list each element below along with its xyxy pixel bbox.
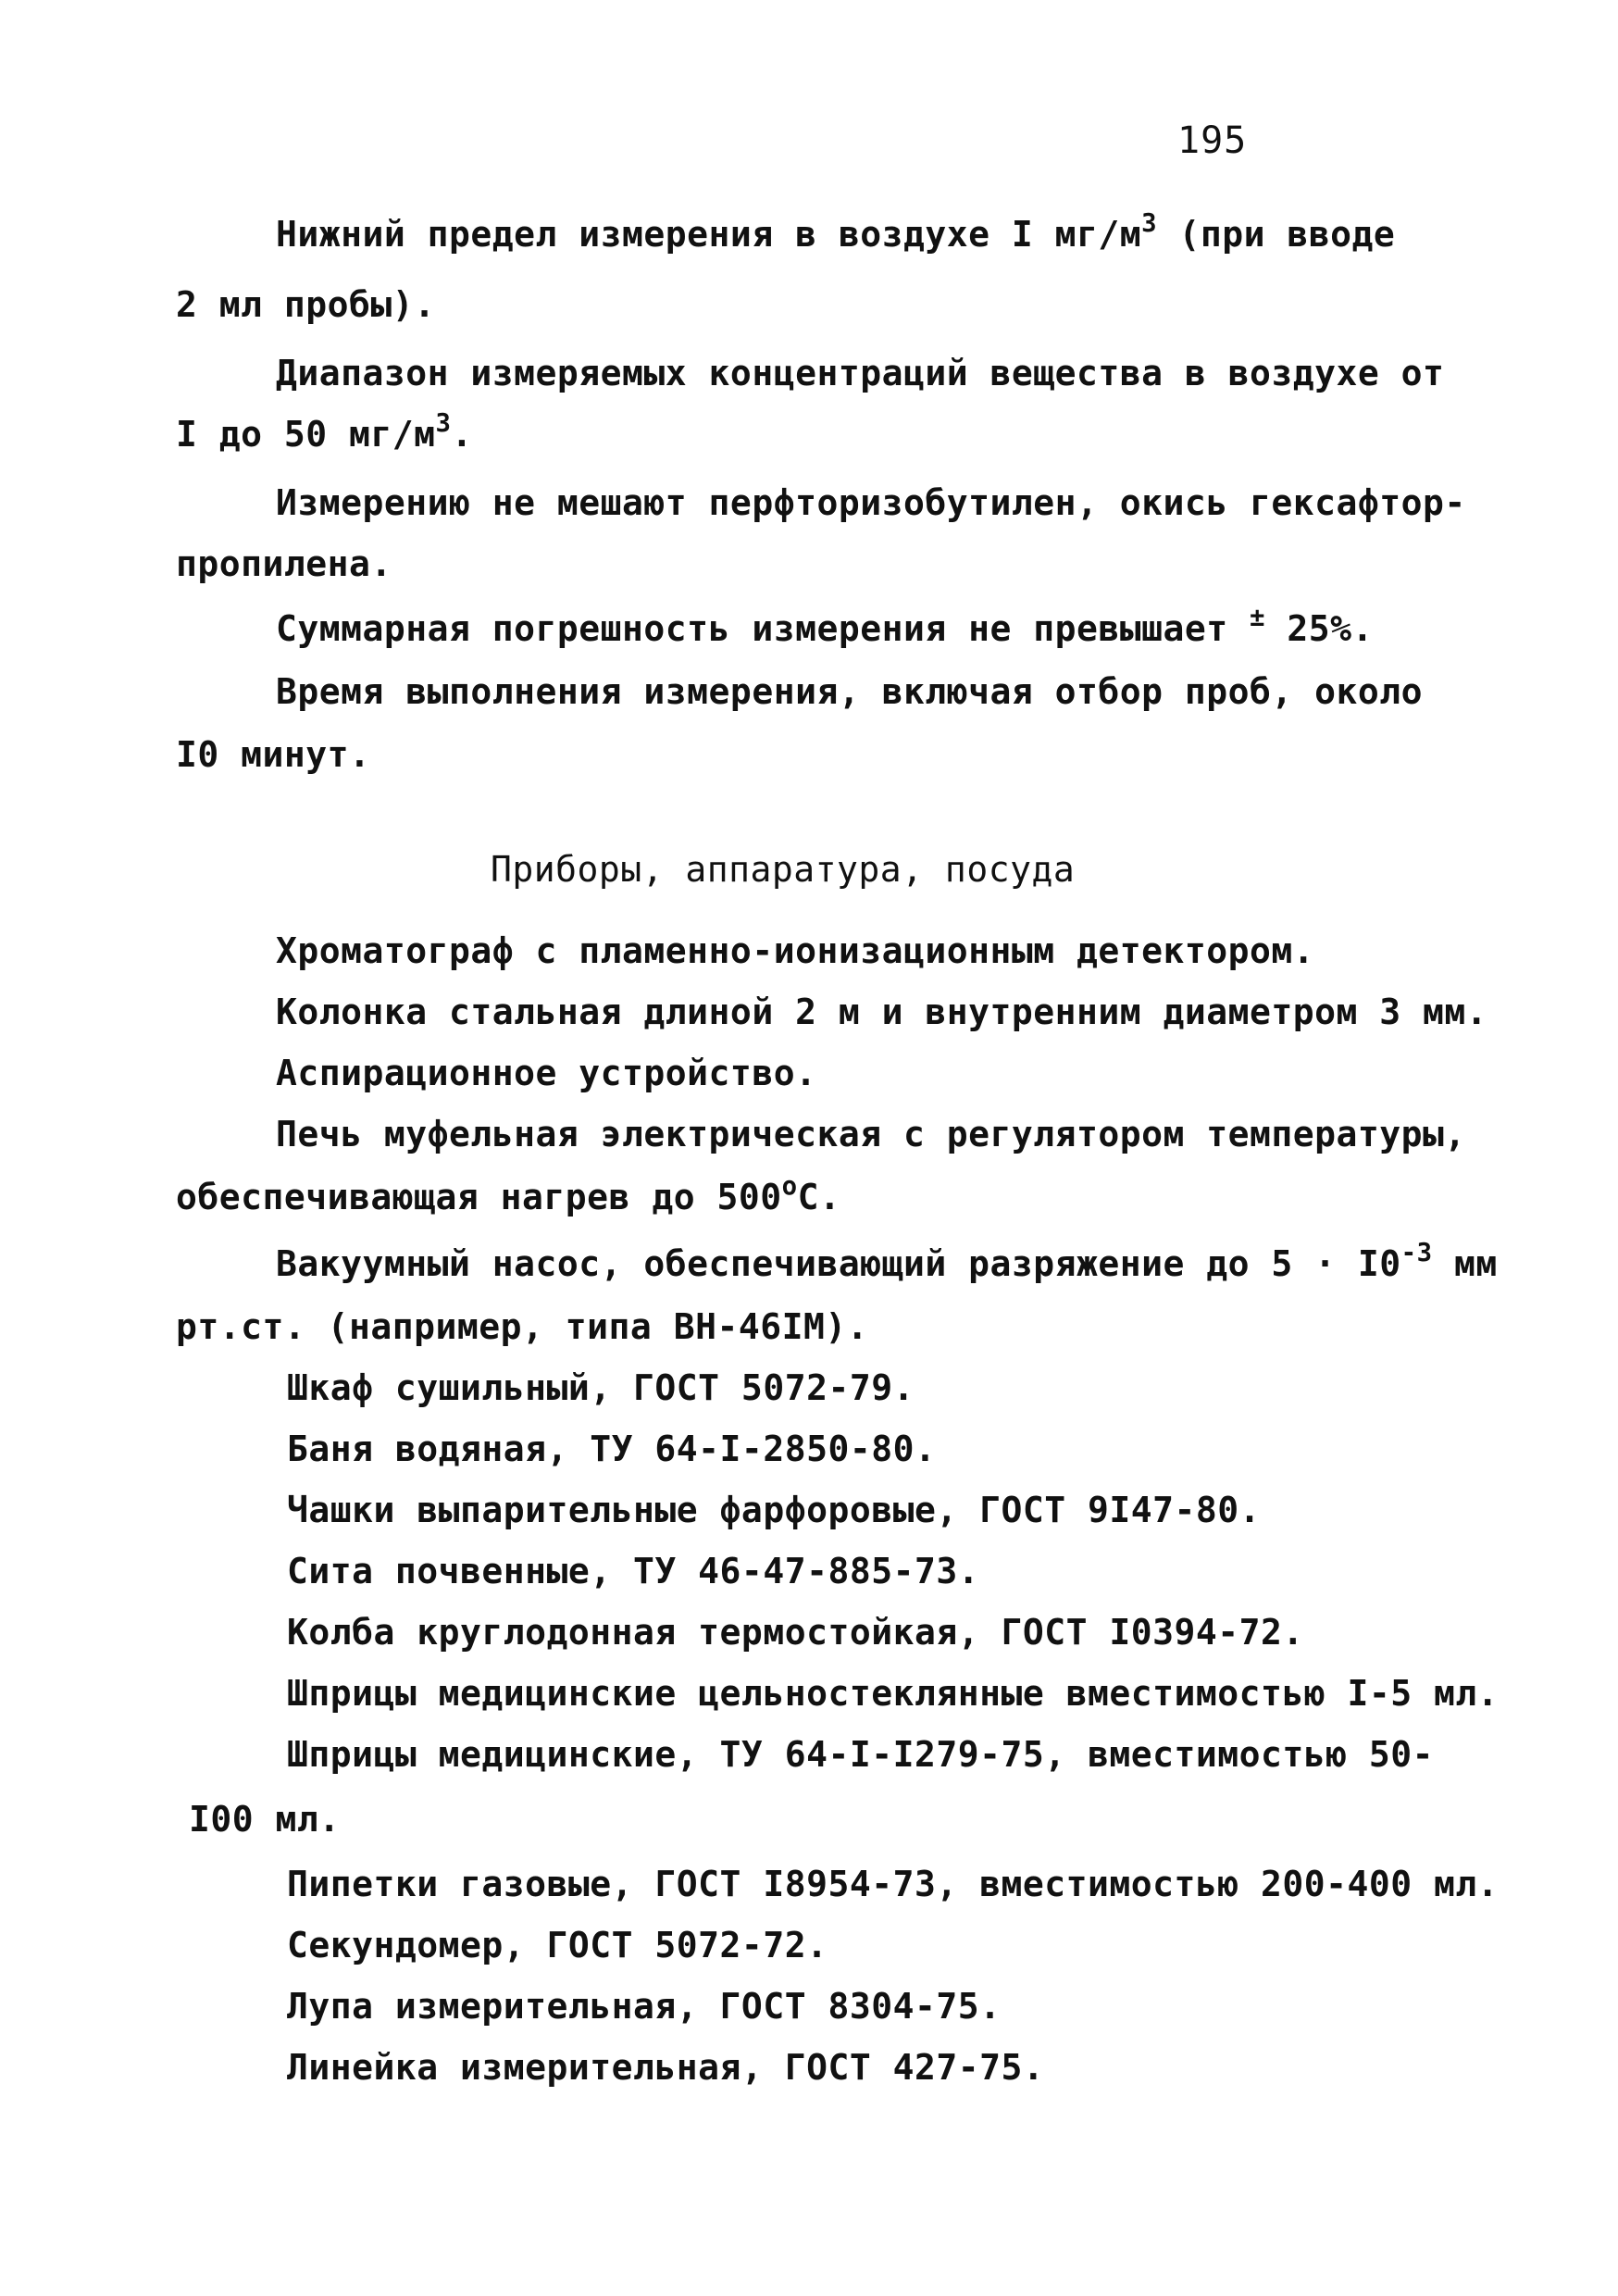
equipment-item: Лупа измерительная, ГОСТ 8304-75. [287, 1986, 1002, 2027]
superscript: -3 [1400, 1238, 1433, 1267]
paragraph-continuation: 2 мл пробы). [176, 284, 436, 325]
paragraph-continuation [176, 408, 473, 457]
paragraph-text: . [451, 414, 473, 455]
paragraph-text: (при вводе [1157, 214, 1396, 255]
equipment-item: Печь муфельная электрическая с регулятором температуры, [276, 1114, 1466, 1154]
equipment-item: Колба круглодонная термостойкая, ГОСТ I0394-72. [287, 1612, 1304, 1653]
equipment-item: Аспирационное устройство. [276, 1053, 817, 1093]
equipment-item: Пипетки газовые, ГОСТ I8954-73, вместимостью 200-400 мл. [287, 1864, 1500, 1904]
paragraph-text: 25%. [1265, 608, 1374, 649]
paragraph-lower-limit [276, 208, 1396, 257]
equipment-item: Шприцы медицинские цельностеклянные вместимостью I-5 мл. [287, 1673, 1500, 1714]
paragraph-error [276, 605, 1374, 652]
equipment-item-continuation [176, 1171, 841, 1220]
equipment-item: Колонка стальная длиной 2 м и внутренним диаметром 3 мм. [276, 992, 1488, 1032]
equipment-text: Вакуумный насос, обеспечивающий разряжение до 5 · I0 [276, 1243, 1401, 1284]
superscript: о [781, 1171, 798, 1201]
equipment-text: мм [1432, 1243, 1498, 1284]
superscript: 3 [435, 408, 452, 438]
paragraph-text: I до 50 мг/м [176, 414, 436, 455]
superscript: 3 [1141, 208, 1158, 238]
equipment-item: Линейка измерительная, ГОСТ 427-75. [287, 2047, 1045, 2088]
paragraph-text: Нижний предел измерения в воздухе I мг/м [276, 214, 1142, 255]
equipment-item: Сита почвенные, ТУ 46-47-885-73. [287, 1551, 980, 1591]
equipment-item: Шкаф сушильный, ГОСТ 5072-79. [287, 1367, 915, 1408]
paragraph-interference: Измерению не мешают перфторизобутилен, окись гексафтор- [276, 482, 1466, 523]
equipment-item: Шприцы медицинские, ТУ 64-I-I279-75, вместимостью 50- [287, 1734, 1435, 1775]
page-number: 195 [1177, 119, 1248, 162]
equipment-item-continuation: I00 мл. [189, 1799, 341, 1840]
paragraph-text: Суммарная погрешность измерения не превышает [276, 608, 1228, 649]
paragraph-continuation: пропилена. [176, 543, 392, 584]
paragraph-duration: Время выполнения измерения, включая отбор проб, около [276, 671, 1424, 712]
equipment-item [276, 1238, 1498, 1287]
equipment-item: Хроматограф с пламенно-ионизационным детектором. [276, 930, 1315, 971]
equipment-text: обеспечивающая нагрев до 500 [176, 1177, 782, 1217]
equipment-text: С. [797, 1177, 841, 1217]
paragraph-continuation: I0 минут. [176, 734, 371, 775]
equipment-item: Секундомер, ГОСТ 5072-72. [287, 1925, 828, 1965]
equipment-item: Баня водяная, ТУ 64-I-2850-80. [287, 1429, 937, 1469]
equipment-item: Чашки выпарительные фарфоровые, ГОСТ 9I47-80. [287, 1490, 1262, 1530]
paragraph-range: Диапазон измеряемых концентраций вещества в воздухе от [276, 353, 1445, 393]
equipment-item-continuation: рт.ст. (например, типа ВН-46IМ). [176, 1306, 869, 1347]
superscript: ± [1250, 603, 1266, 632]
section-title: Приборы, аппаратура, посуда [491, 849, 1076, 890]
